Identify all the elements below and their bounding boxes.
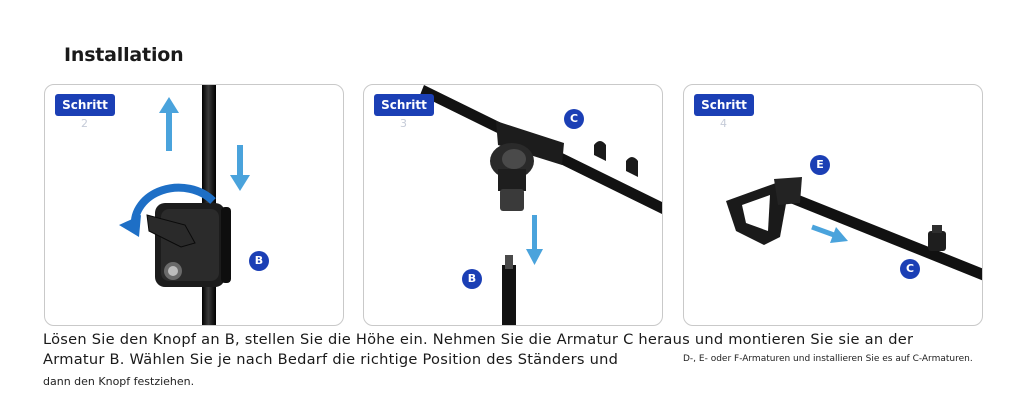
step-label: Schritt: [55, 94, 115, 116]
badge-b: B: [462, 269, 482, 289]
boom-arm-illustration: [364, 85, 662, 325]
step-number: 3: [400, 117, 407, 130]
description-side-note: D-, E- oder F-Armaturen und installieren Sie es auf C-Armaturen.: [683, 354, 973, 364]
step-label: Schritt: [374, 94, 434, 116]
step-panel-4: [683, 84, 983, 326]
badge-c: C: [564, 109, 584, 129]
page-title: Installation: [64, 44, 184, 66]
badge-b: B: [249, 251, 269, 271]
description-line-1: Lösen Sie den Knopf an B, stellen Sie die Höhe ein. Nehmen Sie die Armatur C heraus und montieren Sie sie an der: [43, 331, 914, 348]
description-line-2: Armatur B. Wählen Sie je nach Bedarf die richtige Position des Ständers und: [43, 351, 619, 368]
badge-e: E: [810, 155, 830, 175]
rotate-arrow-icon: [45, 85, 343, 325]
badge-c: C: [900, 259, 920, 279]
step-panel-3: [363, 84, 663, 326]
step-number: 4: [720, 117, 727, 130]
mic-clip-illustration: [684, 85, 982, 325]
description-line-3: dann den Knopf festziehen.: [43, 375, 195, 388]
step-panel-2: [44, 84, 344, 326]
step-label: Schritt: [694, 94, 754, 116]
step-number: 2: [81, 117, 88, 130]
